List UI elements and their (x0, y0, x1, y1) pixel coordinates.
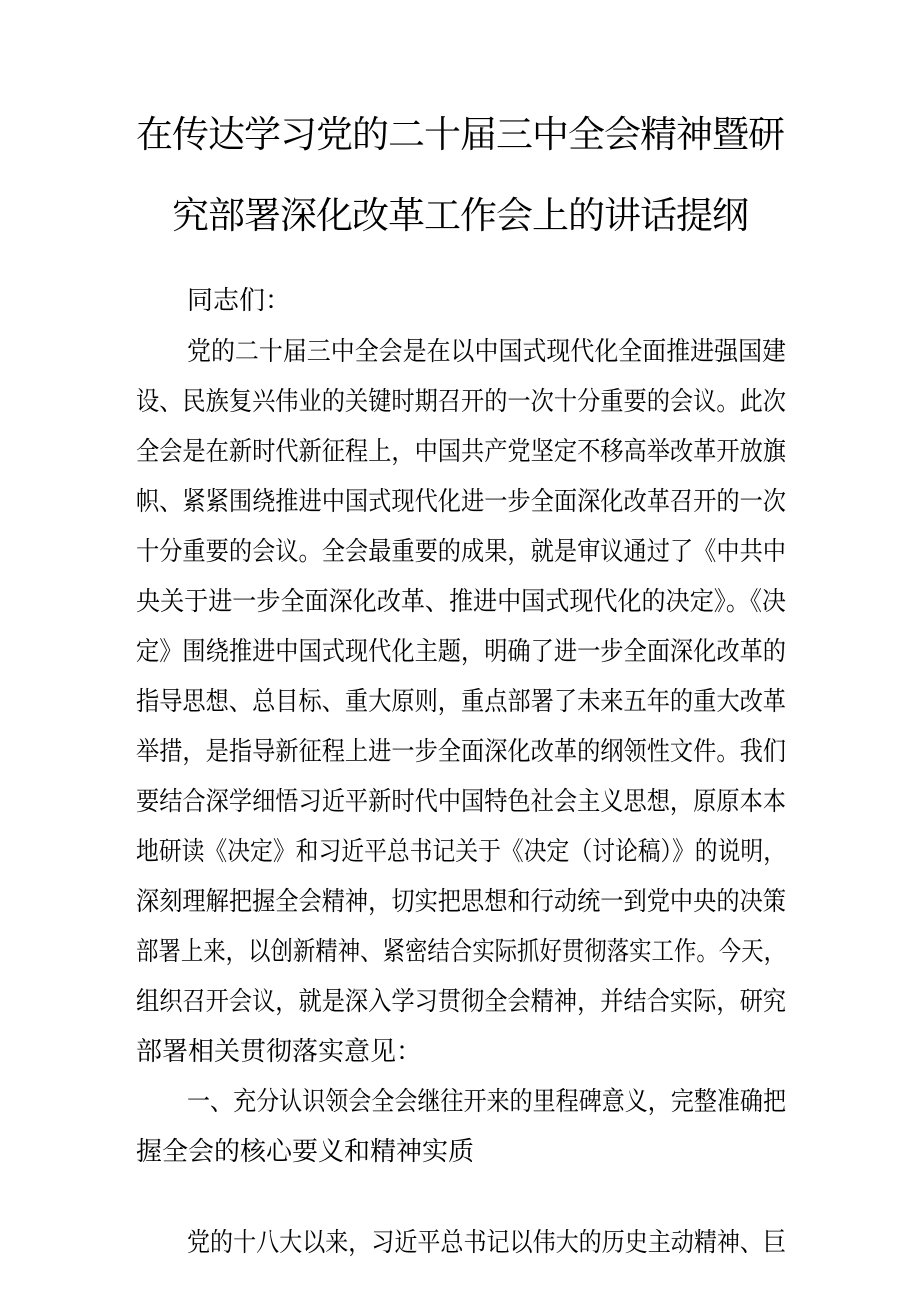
paragraph-1-line: 帜、紧紧围绕推进中国式现代化进一步全面深化改革召开的一次 (136, 487, 787, 517)
paragraph-1-line: 十分重要的会议。全会最重要的成果，就是审议通过了《中共中 (136, 537, 787, 567)
document-title-line-2: 究部署深化改革工作会上的讲话提纲 (172, 194, 748, 237)
paragraph-1-line: 部署上来，以创新精神、紧密结合实际抓好贯彻落实工作。今天， (136, 937, 787, 967)
paragraph-1-line: 组织召开会议，就是深入学习贯彻全会精神，并结合实际，研究 (136, 987, 787, 1017)
section-heading-1-line: 握全会的核心要义和精神实质 (136, 1137, 475, 1167)
paragraph-1-line: 定》围绕推进中国式现代化主题，明确了进一步全面深化改革的 (136, 637, 787, 667)
paragraph-1-line: 党的二十届三中全会是在以中国式现代化全面推进强国建 (187, 337, 787, 367)
paragraph-1-line: 指导思想、总目标、重大原则，重点部署了未来五年的重大改革 (136, 687, 787, 717)
paragraph-1-line: 举措，是指导新征程上进一步全面深化改革的纲领性文件。我们 (136, 737, 787, 767)
document-title-line-1: 在传达学习党的二十届三中全会精神暨研 (136, 113, 784, 156)
paragraph-1-line: 地研读《决定》和习近平总书记关于《决定（讨论稿）》的说明， (136, 837, 787, 867)
greeting: 同志们： (187, 286, 292, 316)
section-heading-1-line: 一、充分认识领会全会继往开来的里程碑意义，完整准确把 (187, 1087, 787, 1117)
paragraph-1-line: 全会是在新时代新征程上，中国共产党坚定不移高举改革开放旗 (136, 437, 787, 467)
paragraph-1-line: 央关于进一步全面深化改革、推进中国式现代化的决定》。《决 (136, 587, 787, 617)
paragraph-1-line: 设、民族复兴伟业的关键时期召开的一次十分重要的会议。此次 (136, 387, 787, 417)
paragraph-1-line: 部署相关贯彻落实意见： (136, 1037, 423, 1067)
paragraph-1-line: 深刻理解把握全会精神，切实把思想和行动统一到党中央的决策 (136, 887, 787, 917)
paragraph-1-line: 要结合深学细悟习近平新时代中国特色社会主义思想，原原本本 (136, 787, 787, 817)
paragraph-2-line: 党的十八大以来，习近平总书记以伟大的历史主动精神、巨 (187, 1228, 787, 1258)
